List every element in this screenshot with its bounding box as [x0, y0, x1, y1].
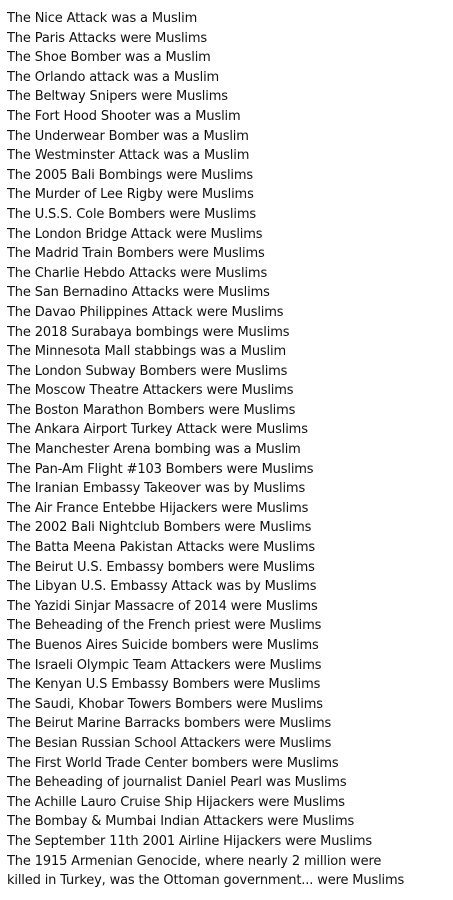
text-line: The Moscow Theatre Attackers were Muslims — [7, 383, 294, 399]
text-line: The Nice Attack was a Muslim — [7, 11, 198, 26]
text-line: The Paris Attacks were Muslims — [7, 30, 208, 46]
text-line: The Yazidi Sinjar Massacre of 2014 were Muslims — [7, 598, 318, 614]
text-line: The Boston Marathon Bombers were Muslims — [7, 402, 296, 418]
text-line: The Fort Hood Shooter was a Muslim — [7, 108, 241, 124]
text-line: The Bombay & Mumbai Indian Attackers were Muslims — [7, 814, 355, 830]
text-line: The Besian Russian School Attackers were Muslims — [7, 735, 332, 751]
text-line: The September 11th 2001 Airline Hijackers were Muslims — [7, 833, 373, 849]
text-line: The Underwear Bomber was a Muslim — [7, 128, 249, 144]
text-line: The Manchester Arena bombing was a Muslim — [7, 442, 301, 458]
text-line: The Batta Meena Pakistan Attacks were Muslims — [7, 540, 315, 556]
text-line: The Minnesota Mall stabbings was a Muslim — [7, 344, 286, 360]
text-line: The Beltway Snipers were Muslims — [7, 89, 228, 105]
text-line: The Ankara Airport Turkey Attack were Muslims — [7, 422, 308, 438]
text-line: The Davao Philippines Attack were Muslims — [7, 304, 284, 320]
text-line: The London Subway Bombers were Muslims — [7, 363, 288, 379]
text-line: The Saudi, Khobar Towers Bombers were Muslims — [7, 696, 323, 712]
text-line: The San Bernadino Attacks were Muslims — [7, 285, 270, 301]
text-line: The Madrid Train Bombers were Muslims — [7, 246, 265, 262]
text-line: The Charlie Hebdo Attacks were Muslims — [7, 265, 268, 281]
text-line: The London Bridge Attack were Muslims — [7, 226, 263, 242]
text-line: The 2002 Bali Nightclub Bombers were Muslims — [7, 520, 312, 536]
text-line: The Shoe Bomber was a Muslim — [7, 50, 211, 66]
text-line: The Air France Entebbe Hijackers were Muslims — [7, 500, 309, 516]
text-line: The First World Trade Center bombers were Muslims — [7, 755, 339, 771]
text-line: The Beheading of journalist Daniel Pearl was Muslims — [7, 775, 347, 791]
text-line: killed in Turkey, was the Ottoman government... were Muslims — [7, 873, 405, 889]
text-line: The 2018 Surabaya bombings were Muslims — [7, 324, 290, 340]
text-line: The Buenos Aires Suicide bombers were Muslims — [7, 638, 319, 653]
text-line: The 1915 Armenian Genocide, where nearly 2 million were — [7, 853, 382, 869]
text-line: The Israeli Olympic Team Attackers were Muslims — [7, 657, 322, 673]
text-line: The U.S.S. Cole Bombers were Muslims — [7, 206, 256, 222]
text-line: The Beirut U.S. Embassy bombers were Muslims — [7, 559, 315, 575]
text-line: The Beheading of the French priest were Muslims — [7, 618, 322, 634]
text-line: The Murder of Lee Rigby were Muslims — [7, 187, 254, 203]
text-line: The Achille Lauro Cruise Ship Hijackers were Muslims — [7, 794, 345, 810]
text-line: The Westminster Attack was a Muslim — [7, 148, 250, 164]
text-line: The 2005 Bali Bombings were Muslims — [7, 167, 254, 183]
text-line: The Kenyan U.S Embassy Bombers were Muslims — [7, 677, 321, 693]
text-line: The Iranian Embassy Takeover was by Muslims — [7, 481, 306, 497]
text-line: The Pan-Am Flight #103 Bombers were Muslims — [7, 461, 314, 477]
text-line: The Beirut Marine Barracks bombers were Muslims — [7, 716, 332, 732]
text-line: The Orlando attack was a Muslim — [7, 69, 220, 85]
text-line: The Libyan U.S. Embassy Attack was by Muslims — [7, 579, 317, 595]
